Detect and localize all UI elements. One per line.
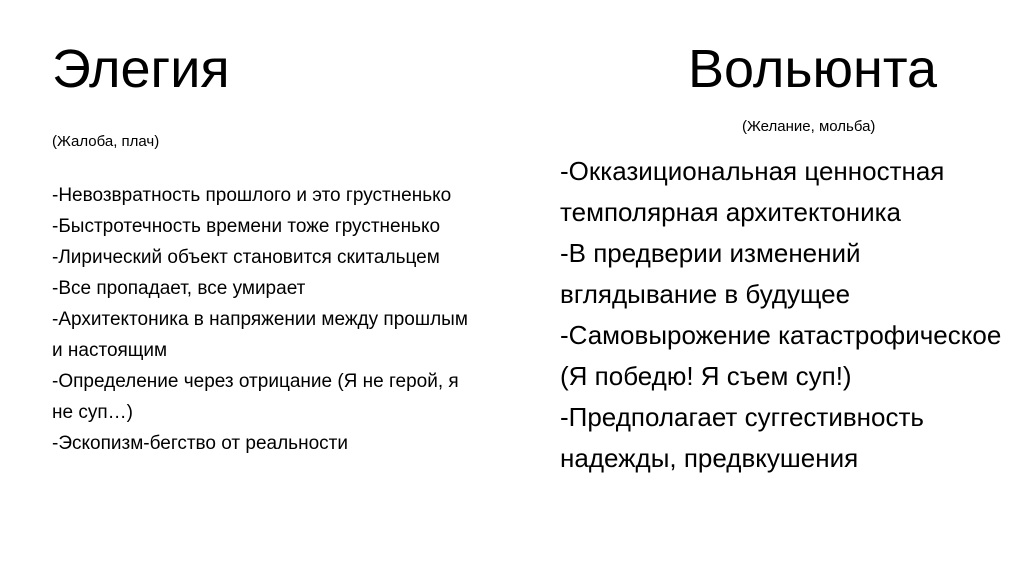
- right-column-list: [560, 151, 1010, 479]
- right-column-title: Вольюнта: [688, 39, 937, 99]
- list-item: -Архитектоника в напряжении между прошлым и настоящим: [52, 309, 468, 361]
- list-item: -Быстротечность времени тоже грустненько: [52, 216, 441, 237]
- list-item: -Лирический объект становится скитальцем: [52, 247, 440, 268]
- left-column-list: [52, 180, 472, 459]
- list-item: -Все пропадает, все умирает: [52, 278, 306, 299]
- list-item: -Окказициональная ценностная темполярная архитектоника: [560, 156, 945, 227]
- left-column-subtitle: (Жалоба, плач): [52, 133, 160, 150]
- list-item: -В предверии изменений вглядывание в будущее: [560, 238, 861, 309]
- left-column-title: Элегия: [52, 39, 230, 99]
- list-item: -Определение через отрицание (Я не герой, я не суп…): [52, 371, 459, 423]
- list-item: -Предполагает суггестивность надежды, предвкушения: [560, 402, 924, 473]
- right-column-subtitle: (Желание, мольба): [742, 118, 876, 135]
- list-item: -Невозвратность прошлого и это грустненько: [52, 185, 452, 206]
- list-item: -Эскопизм-бегство от реальности: [52, 433, 348, 454]
- list-item: -Самовырожение катастрофическое (Я победю! Я съем суп!): [560, 320, 1002, 391]
